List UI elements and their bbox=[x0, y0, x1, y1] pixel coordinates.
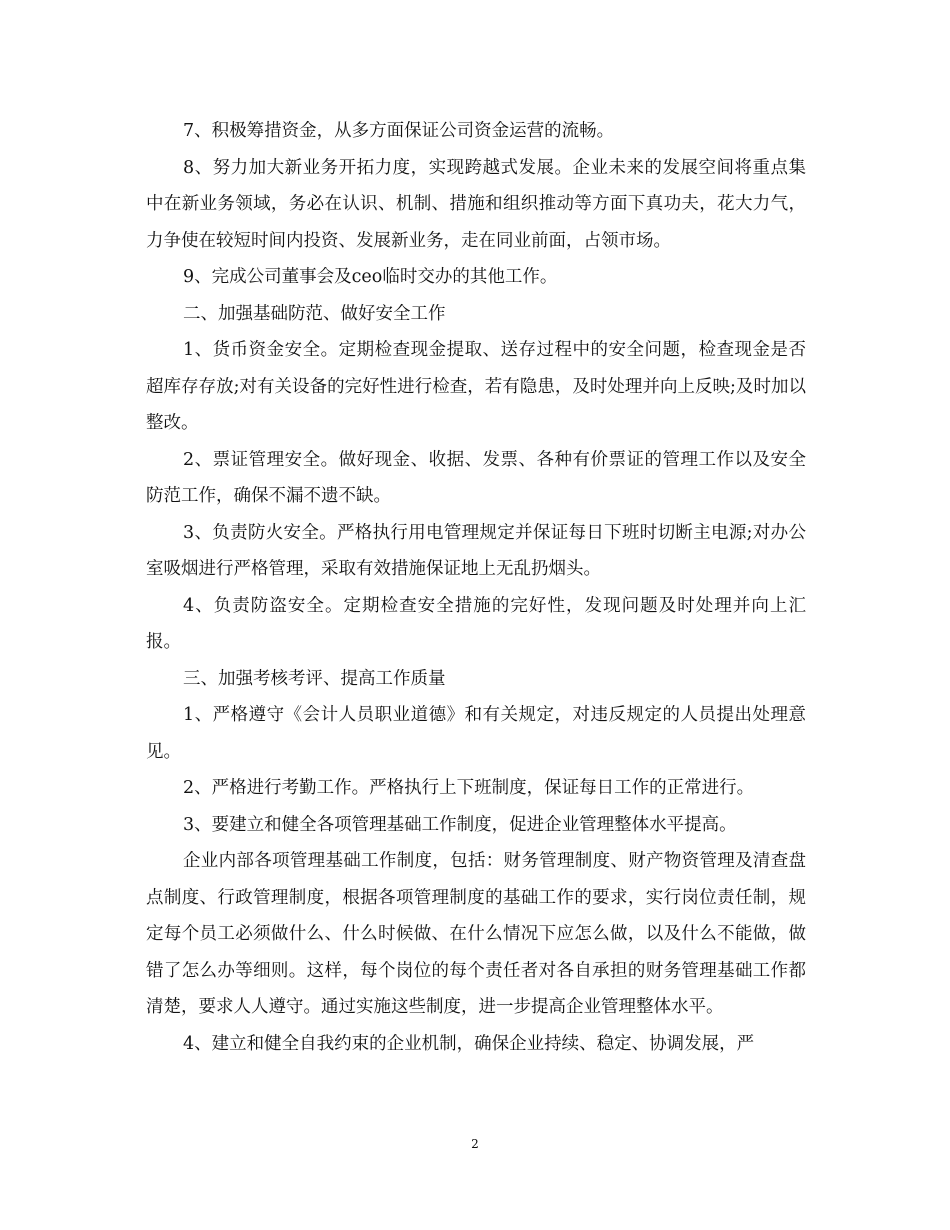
paragraph-item-7: 7、积极筹措资金，从多方面保证公司资金运营的流畅。 bbox=[183, 121, 615, 141]
paragraph-item-8: 8、努力加大新业务开拓力度，实现跨越式发展。企业未来的发展空间将重点集中在新业务领域，务必在认识、机制、措施和组织推动等方面下真功夫，花大力气，力争使在较短时间内投资、发展新业务，走在同业前面，占领市场。 bbox=[146, 157, 806, 251]
paragraph-ethics: 1、严格遵守《会计人员职业道德》和有关规定，对违反规定的人员提出处理意见。 bbox=[146, 705, 806, 762]
paragraph-internal-rules: 企业内部各项管理基础工作制度，包括：财务管理制度、财产物资管理及清查盘点制度、行政管理制度，根据各项管理制度的基础工作的要求，实行岗位责任制，规定每个员工必须做什么、什么时候做、在什么情况下应怎么做，以及什么不能做，做错了怎么办等细则。这样，每个岗位的每个责任者对各自承担的财务管理基础工作都清楚，要求人人遵守。通过实施这些制度，进一步提高企业管理整体水平。 bbox=[146, 851, 806, 1017]
paragraph-cash-safety: 1、货币资金安全。定期检查现金提取、送存过程中的安全问题，检查现金是否超库存存放;对有关设备的完好性进行检查，若有隐患，及时处理并向上反映;及时加以整改。 bbox=[146, 340, 806, 433]
page-number: 2 bbox=[471, 1137, 479, 1151]
paragraph-theft-safety: 4、负责防盗安全。定期检查安全措施的完好性，发现问题及时处理并向上汇报。 bbox=[146, 595, 806, 652]
paragraph-management-system: 3、要建立和健全各项管理基础工作制度，促进企业管理整体水平提高。 bbox=[183, 814, 737, 835]
paragraph-item-9: 9、完成公司董事会及ceo临时交办的其他工作。 bbox=[183, 267, 558, 287]
document-body bbox=[146, 113, 806, 1062]
paragraph-fire-safety: 3、负责防火安全。严格执行用电管理规定并保证每日下班时切断主电源;对办公室吸烟进行严格管理，采取有效措施保证地上无乱扔烟头。 bbox=[146, 522, 806, 579]
paragraph-attendance: 2、严格进行考勤工作。严格执行上下班制度，保证每日工作的正常进行。 bbox=[183, 778, 755, 798]
section-heading-safety: 二、加强基础防范、做好安全工作 bbox=[183, 303, 446, 324]
section-heading-assessment: 三、加强考核考评、提高工作质量 bbox=[183, 668, 446, 689]
paragraph-self-constraint: 4、建立和健全自我约束的企业机制，确保企业持续、稳定、协调发展，严 bbox=[183, 1033, 755, 1054]
paragraph-voucher-safety: 2、票证管理安全。做好现金、收据、发票、各种有价票证的管理工作以及安全防范工作，确保不漏不遗不缺。 bbox=[146, 449, 806, 506]
